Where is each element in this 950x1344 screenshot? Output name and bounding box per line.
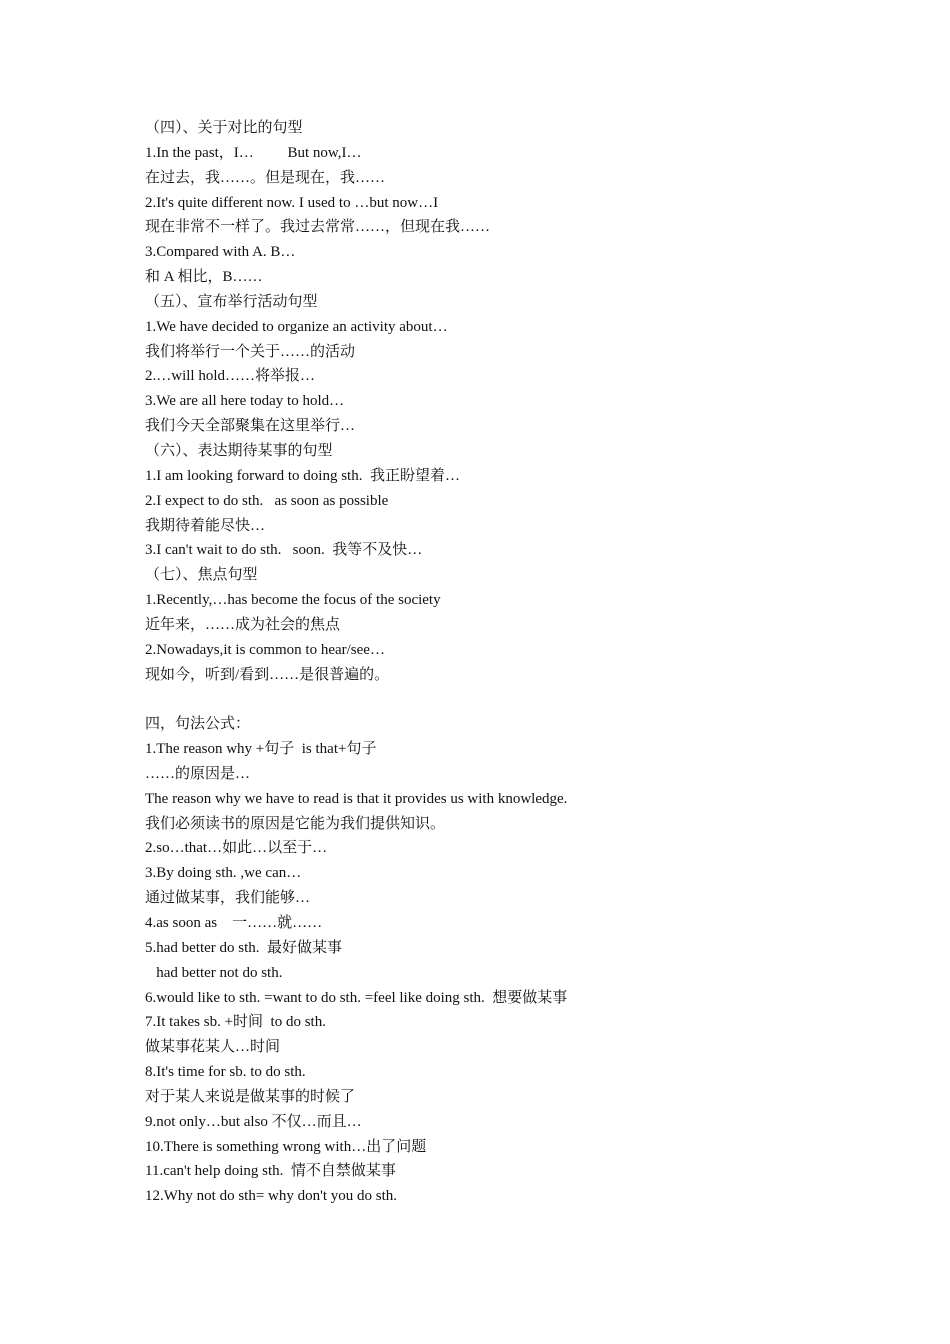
text-line: 2.It's quite different now. I used to …but now…I [145, 194, 439, 211]
text-line: 我期待着能尽快… [145, 517, 266, 534]
text-line: 2.Nowadays,it is common to hear/see… [145, 641, 385, 658]
text-line: 5.had better do sth. 最好做某事 [145, 939, 343, 956]
text-line: 3.I can't wait to do sth. soon. 我等不及快… [145, 542, 423, 559]
text-line: 1.In the past，I… But now,I… [145, 144, 362, 161]
text-line: 4.as soon as 一……就…… [145, 915, 323, 931]
section-heading-contrast: （四）、关于对比的句型 [145, 120, 303, 136]
text-line: ……的原因是… [145, 765, 251, 782]
blank-line [145, 687, 905, 712]
text-line: 1.We have decided to organize an activity about… [145, 318, 448, 335]
text-line: 10.There is something wrong with…出了问题 [145, 1138, 427, 1155]
text-line: 2.so…that…如此…以至于… [145, 840, 328, 857]
text-line: 9.not only…but also 不仅…而且… [145, 1113, 362, 1130]
text-line: 2.I expect to do sth. as soon as possible [145, 492, 389, 509]
text-line: 我们将举行一个关于……的活动 [145, 343, 356, 360]
text-line: 8.It's time for sb. to do sth. [145, 1064, 306, 1081]
section-heading-focus: （七）、焦点句型 [145, 567, 258, 584]
text-line: The reason why we have to read is that it provides us with knowledge. [145, 790, 568, 807]
text-line: 做某事花某人…时间 [145, 1039, 281, 1056]
text-line: 我们必须读书的原因是它能为我们提供知识。 [145, 815, 446, 832]
document-body [145, 116, 905, 1209]
text-line: 11.can't help doing sth. 情不自禁做某事 [145, 1163, 396, 1180]
text-line: 12.Why not do sth= why don't you do sth. [145, 1188, 397, 1205]
text-line: 在过去，我……。但是现在，我…… [145, 169, 386, 186]
text-line: 1.The reason why +句子 is that+句子 [145, 741, 377, 758]
text-line: 现在非常不一样了。我过去常常……，但现在我…… [145, 219, 491, 236]
text-line: had better not do sth. [145, 964, 283, 981]
section-heading-activity: （五）、宣布举行活动句型 [145, 293, 318, 310]
section-heading-syntax-formulas: 四，句法公式： [145, 716, 251, 733]
text-line: 6.would like to sth. =want to do sth. =feel like doing sth. 想要做某事 [145, 989, 568, 1006]
text-line: 通过做某事，我们能够… [145, 890, 311, 907]
text-line: 1.Recently,…has become the focus of the society [145, 592, 441, 609]
text-line: 3.Compared with A. B… [145, 244, 296, 261]
text-line: 现如今，听到/看到……是很普遍的。 [145, 666, 390, 683]
text-line: 7.It takes sb. +时间 to do sth. [145, 1014, 326, 1031]
text-line: 2.…will hold……将举报… [145, 368, 316, 385]
text-line: 3.By doing sth. ,we can… [145, 865, 302, 882]
text-line: 我们今天全部聚集在这里举行… [145, 418, 356, 435]
text-line: 1.I am looking forward to doing sth. 我正盼望着… [145, 467, 460, 484]
text-line: 对于某人来说是做某事的时候了 [145, 1088, 356, 1105]
section-heading-expectation: （六）、表达期待某事的句型 [145, 442, 333, 459]
text-line: 近年来，……成为社会的焦点 [145, 616, 341, 633]
text-line: 和 A 相比，B…… [145, 269, 263, 286]
text-line: 3.We are all here today to hold… [145, 393, 345, 410]
